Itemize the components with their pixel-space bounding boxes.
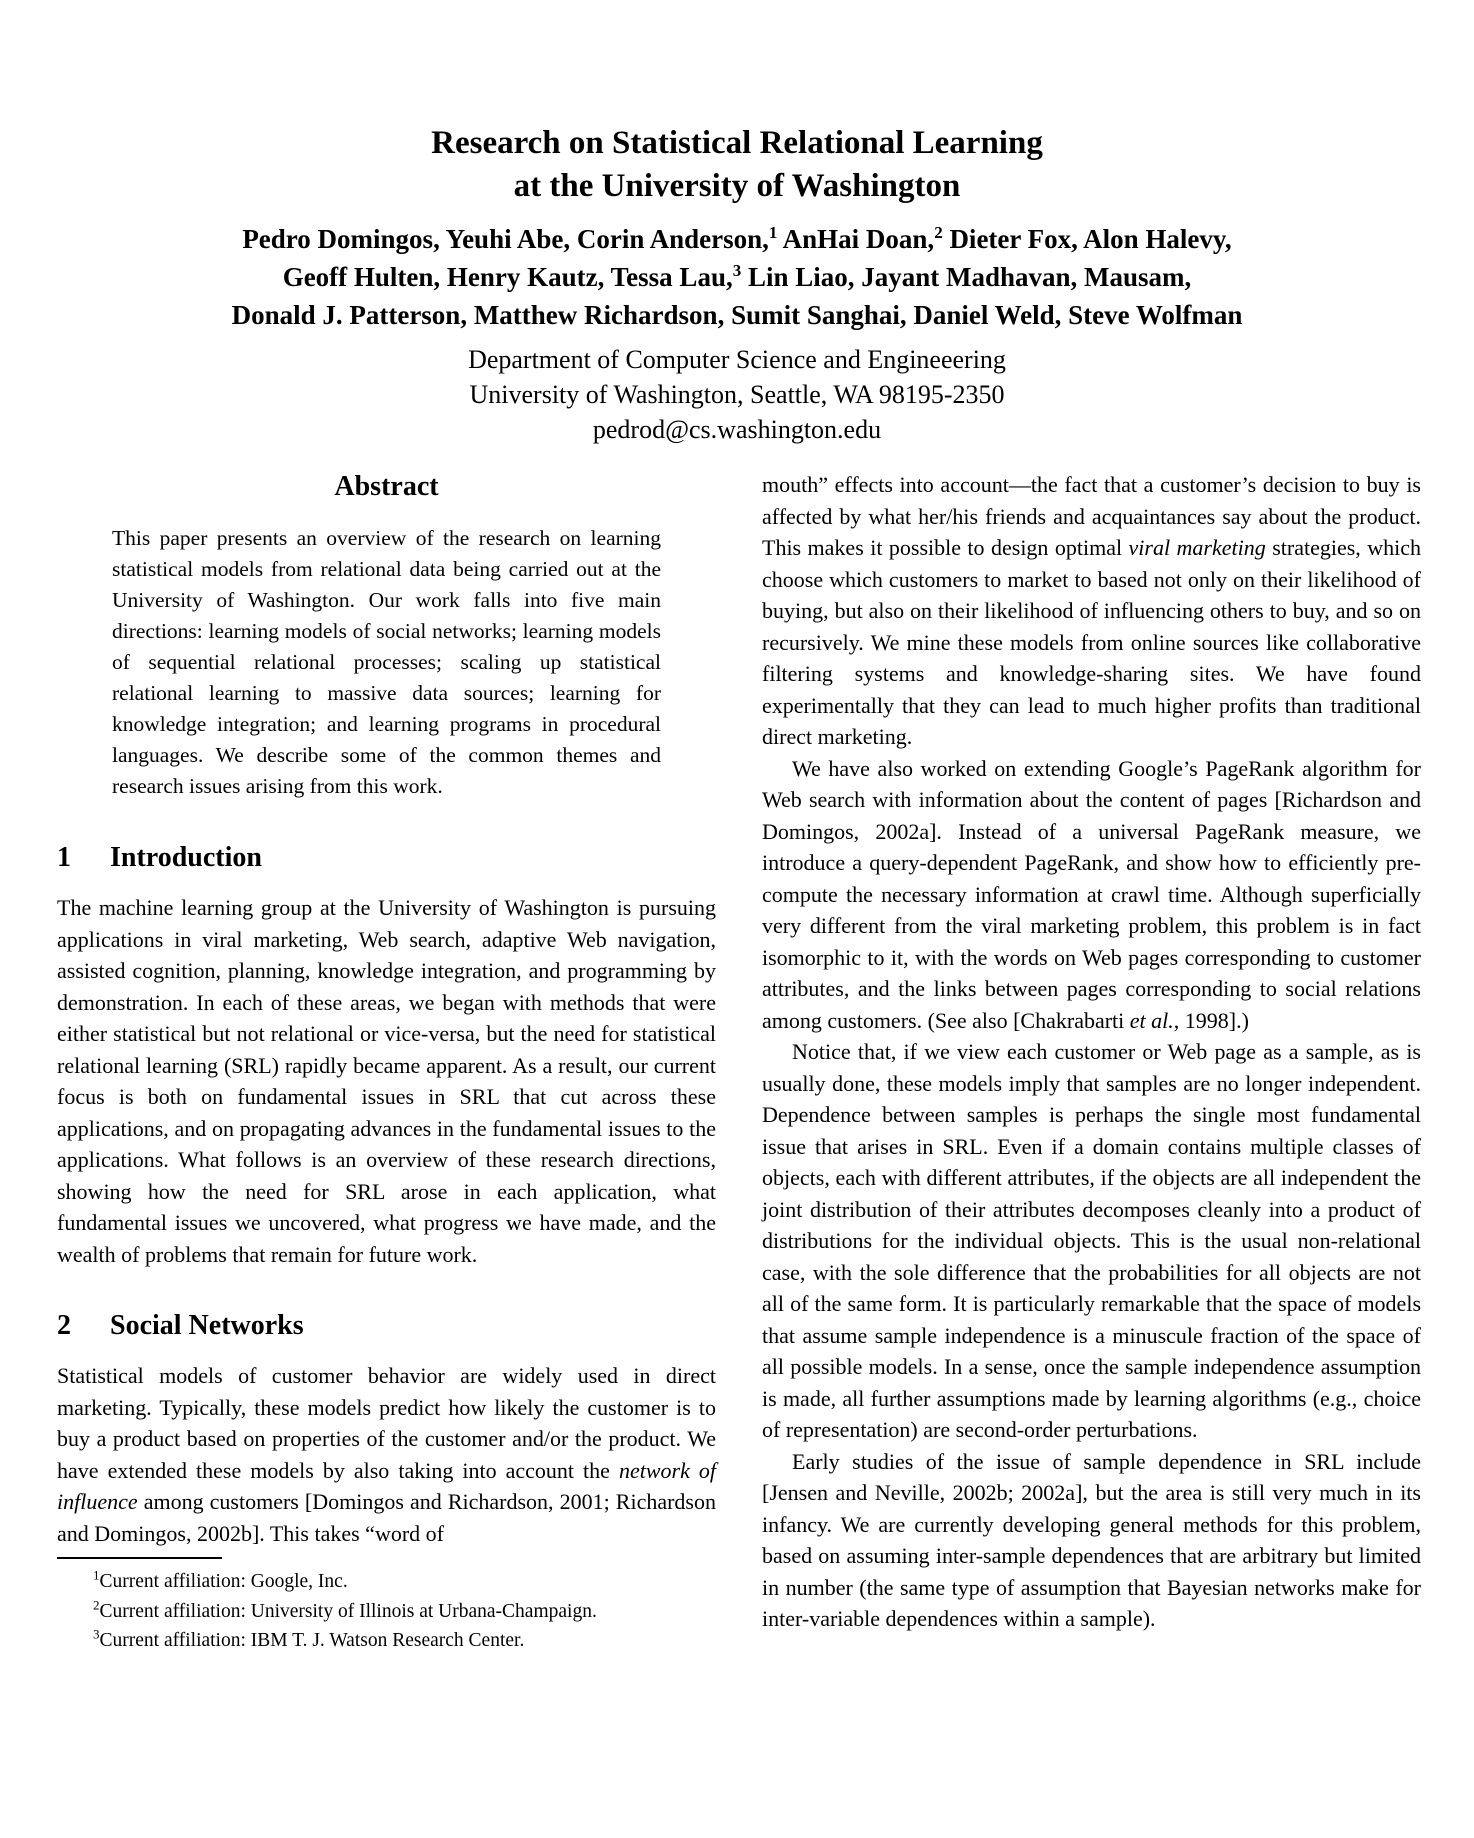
section-number: 2: [57, 1310, 71, 1341]
abstract-heading: Abstract: [334, 471, 439, 502]
paper-title: [0, 122, 1474, 208]
paragraph-text: among customers [Domingos and Richardson, 2001; Richardson and Domingos, 2002b]. This takes “word of: [57, 1489, 716, 1546]
author-names: Geoff Hulten, Henry Kautz, Tessa Lau,: [282, 262, 733, 292]
sample-dependence-paragraph: Notice that, if we view each customer or Web page as a sample, as is usually done, these models imply that samples are no longer independent. Dependence between samples is perhaps the single most fundamental issue that arises in SRL. Even if a domain contains multiple classes of objects, each with different attributes, if the objects are all independent the joint distribution of their attributes decomposes cleanly into a product of distributions for the individual objects. This is the usual non-relational case, with the sole difference that the probabilities for all objects are not all of the same form. It is particularly remarkable that the space of models that assume sample independence is a minuscule fraction of the space of all possible models. In a sense, once the sample independence assumption is made, all further assumptions made by learning algorithms (e.g., choice of representation) are second-order perturbations.: [762, 1039, 1421, 1442]
email-line: pedrod@cs.washington.edu: [592, 415, 882, 444]
author-line-2: [0, 258, 1474, 296]
affiliation-block: [0, 342, 1474, 447]
footnote-block: [57, 1557, 716, 1656]
left-column: [57, 469, 716, 1656]
paragraph-text: We have also worked on extending Google’s PageRank algorithm for Web search with information about the content of pages [Richardson and Domingos, 2002a]. Instead of a universal PageRank measure, we introduce a query-dependent PageRank, and show how to efficiently pre-compute the necessary information at crawl time. Although superficially very different from the viral marketing problem, this problem is in fact isomorphic to it, with the words on Web pages corresponding to customer attributes, and the links between pages corresponding to social relations among customers. (See also [Chakrabarti: [762, 755, 1421, 1033]
university-line: University of Washington, Seattle, WA 98195-2350: [469, 380, 1005, 409]
italic-term: network of influence: [57, 1457, 716, 1514]
footnote-marker: 1: [93, 1567, 100, 1583]
paragraph-text: , 1998].): [1173, 1007, 1249, 1033]
section-heading-social-networks: [57, 1308, 716, 1344]
footnote-3: [57, 1626, 716, 1656]
italic-term: viral marketing: [1128, 535, 1266, 560]
author-list: [0, 220, 1474, 334]
section-title: Social Networks: [110, 1310, 304, 1341]
footnote-2: [57, 1597, 716, 1627]
section-heading-introduction: [57, 840, 716, 876]
two-column-body: [0, 469, 1474, 1656]
footnote-rule: [57, 1557, 222, 1559]
paper-header: [0, 122, 1474, 447]
pagerank-paragraph: [762, 753, 1421, 1037]
section-number: 1: [57, 842, 71, 873]
footnote-marker-3: 3: [732, 261, 742, 280]
paragraph-text: strategies, which choose which customers to market to based not only on their likelihood of buying, but also on their likelihood of influencing others to buy, and so on recursively. We mine these models from online sources like collaborative filtering systems and knowledge-sharing sites. We have found experimentally that they can lead to much higher profits than traditional direct marketing.: [762, 535, 1421, 749]
paragraph-text: Statistical models of customer behavior are widely used in direct marketing. Typically, these models predict how likely the customer is to buy a product based on properties of the customer and/or the product. We have extended these models by also taking into account the: [57, 1363, 716, 1483]
author-names: Dieter Fox, Alon Halevy,: [942, 224, 1232, 254]
footnote-text: Current affiliation: IBM T. J. Watson Research Center.: [99, 1630, 525, 1651]
footnote-marker-1: 1: [768, 223, 778, 242]
author-names: Lin Liao, Jayant Madhavan, Mausam,: [741, 262, 1192, 292]
introduction-paragraph: The machine learning group at the University of Washington is pursuing applications in viral marketing, Web search, adaptive Web navigation, assisted cognition, planning, knowledge integration, and programming by demonstration. In each of these areas, we began with methods that were either statistical but not relational or vice-versa, but the need for statistical relational learning (SRL) rapidly became apparent. As a result, our current focus is both on fundamental issues in SRL that cut across these applications, and on propagating advances in the fundamental issues to the applications. What follows is an overview of these research directions, showing how the need for SRL arose in each application, what fundamental issues we uncovered, what progress we have made, and the wealth of problems that remain for future work.: [57, 895, 716, 1267]
footnote-text: Current affiliation: University of Illinois at Urbana-Champaign.: [99, 1600, 597, 1622]
abstract-text: This paper presents an overview of the research on learning statistical models from relational data being carried out at the University of Washington. Our work falls into five main directions: learning models of social networks; learning models of sequential relational processes; scaling up statistical relational learning to massive data sources; learning for knowledge integration; and learning programs in procedural languages. We describe some of the common themes and research issues arising from this work.: [112, 526, 661, 798]
social-networks-paragraph: [57, 1360, 716, 1549]
author-line-3: [0, 296, 1474, 334]
paper-title-line-2: at the University of Washington: [513, 168, 961, 204]
footnote-1: [57, 1567, 716, 1597]
footnote-text: Current affiliation: Google, Inc.: [99, 1571, 348, 1592]
department-line: Department of Computer Science and Engineeering: [468, 345, 1006, 374]
footnote-marker: 2: [93, 1597, 100, 1612]
right-column: [762, 469, 1421, 1656]
author-names: AnHai Doan,: [777, 224, 935, 254]
author-names: Donald J. Patterson, Matthew Richardson, Sumit Sanghai, Daniel Weld, Steve Wolfman: [231, 300, 1243, 330]
author-names: Pedro Domingos, Yeuhi Abe, Corin Anderson,: [242, 224, 769, 254]
early-studies-paragraph: Early studies of the issue of sample dependence in SRL include [Jensen and Neville, 2002b; 2002a], but the area is still very much in its infancy. We are currently developing general methods for this problem, based on assuming inter-sample dependences that are arbitrary but limited in number (the same type of assumption that Bayesian networks make for inter-variable dependences within a sample).: [762, 1448, 1421, 1631]
paragraph-text: mouth” effects into account—the fact that a customer’s decision to buy is affected by what her/his friends and acquaintances say about the product. This makes it possible to design optimal: [762, 472, 1421, 560]
viral-marketing-paragraph: [762, 469, 1421, 753]
footnote-marker: 3: [93, 1626, 100, 1642]
paper-title-line-1: Research on Statistical Relational Learning: [431, 125, 1043, 161]
author-line-1: [0, 220, 1474, 258]
section-title: Introduction: [110, 842, 262, 873]
footnote-marker-2: 2: [934, 223, 943, 242]
italic-term: et al.: [1129, 1007, 1174, 1033]
